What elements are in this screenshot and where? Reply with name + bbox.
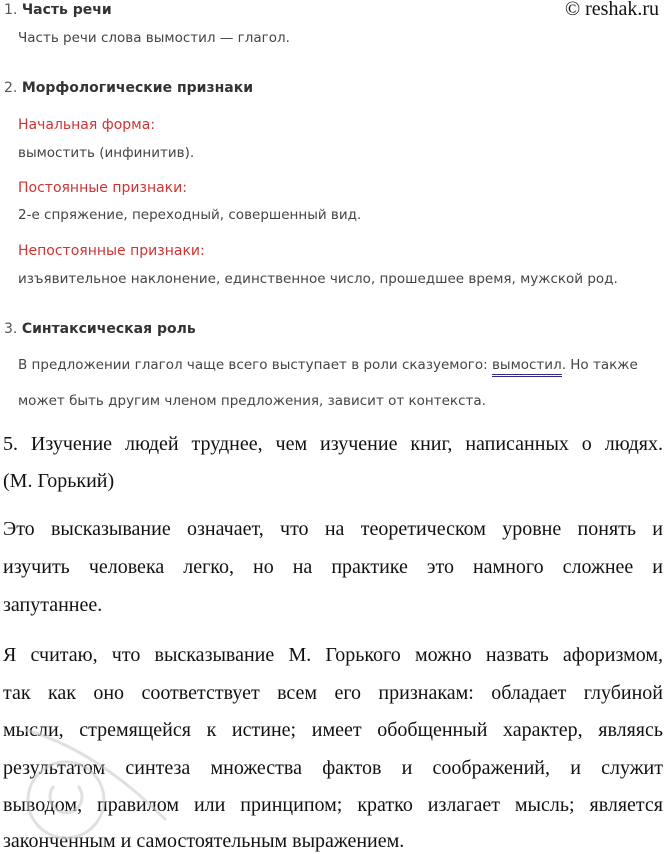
label-initial-form: Начальная форма: (18, 117, 156, 133)
paragraph-2-line: Я считаю, что высказывание М. Горького можно назвать афоризмом, (3, 644, 663, 666)
task-line-2: (М. Горький) (3, 470, 115, 492)
syntax-role-line-1 (18, 357, 638, 373)
syntax-text-after: . Но также (561, 357, 638, 373)
section-1-text: Часть речи слова вымостил — глагол. (18, 30, 290, 46)
section-number: 3. (4, 321, 18, 337)
section-1-title (4, 2, 112, 18)
section-heading: Морфологические признаки (21, 80, 254, 96)
section-number: 2. (4, 80, 18, 96)
section-3-title (4, 321, 196, 337)
section-heading: Часть речи (21, 2, 112, 18)
paragraph-2-line: результатом синтеза множества фактов и соображений, и служит (3, 757, 663, 779)
paragraph-2-line: так как оно соответствует всем его признакам: обладает глубиной (3, 682, 663, 704)
syntax-text-before: В предложении глагол чаще всего выступает в роли сказуемого: (18, 357, 492, 373)
syntax-role-line-2: может быть другим членом предложения, зависит от контекста. (18, 393, 486, 409)
paragraph-1-line: запутаннее. (3, 594, 103, 616)
section-number: 1. (4, 2, 18, 18)
value-initial-form: вымостить (инфинитив). (18, 145, 195, 161)
paragraph-2-line: мысли, стремящейся к истине; имеет обобщенный характер, являясь (3, 719, 663, 741)
watermark-top: © reshak.ru (564, 0, 659, 20)
label-constant-features: Постоянные признаки: (18, 180, 187, 196)
value-variable-features: изъявительное наклонение, единственное число, прошедшее время, мужской род. (18, 271, 618, 287)
task-line-1: 5. Изучение людей труднее, чем изучение книг, написанных о людях. (3, 433, 663, 455)
paragraph-2-line: выводом, правилом или принципом; кратко излагает мысль; является (3, 794, 663, 816)
section-2-title (4, 80, 253, 96)
paragraph-2-line: законченным и самостоятельным выражением. (3, 830, 405, 852)
paragraph-1-line: Это высказывание означает, что на теоретическом уровне понять и (3, 518, 663, 540)
value-constant-features: 2-е спряжение, переходный, совершенный вид. (18, 207, 362, 223)
paragraph-1-line: изучить человека легко, но на практике это намного сложнее и (3, 556, 663, 578)
label-variable-features: Непостоянные признаки: (18, 243, 205, 259)
predicate-word: вымостил (492, 357, 562, 377)
section-heading: Синтаксическая роль (21, 321, 196, 337)
